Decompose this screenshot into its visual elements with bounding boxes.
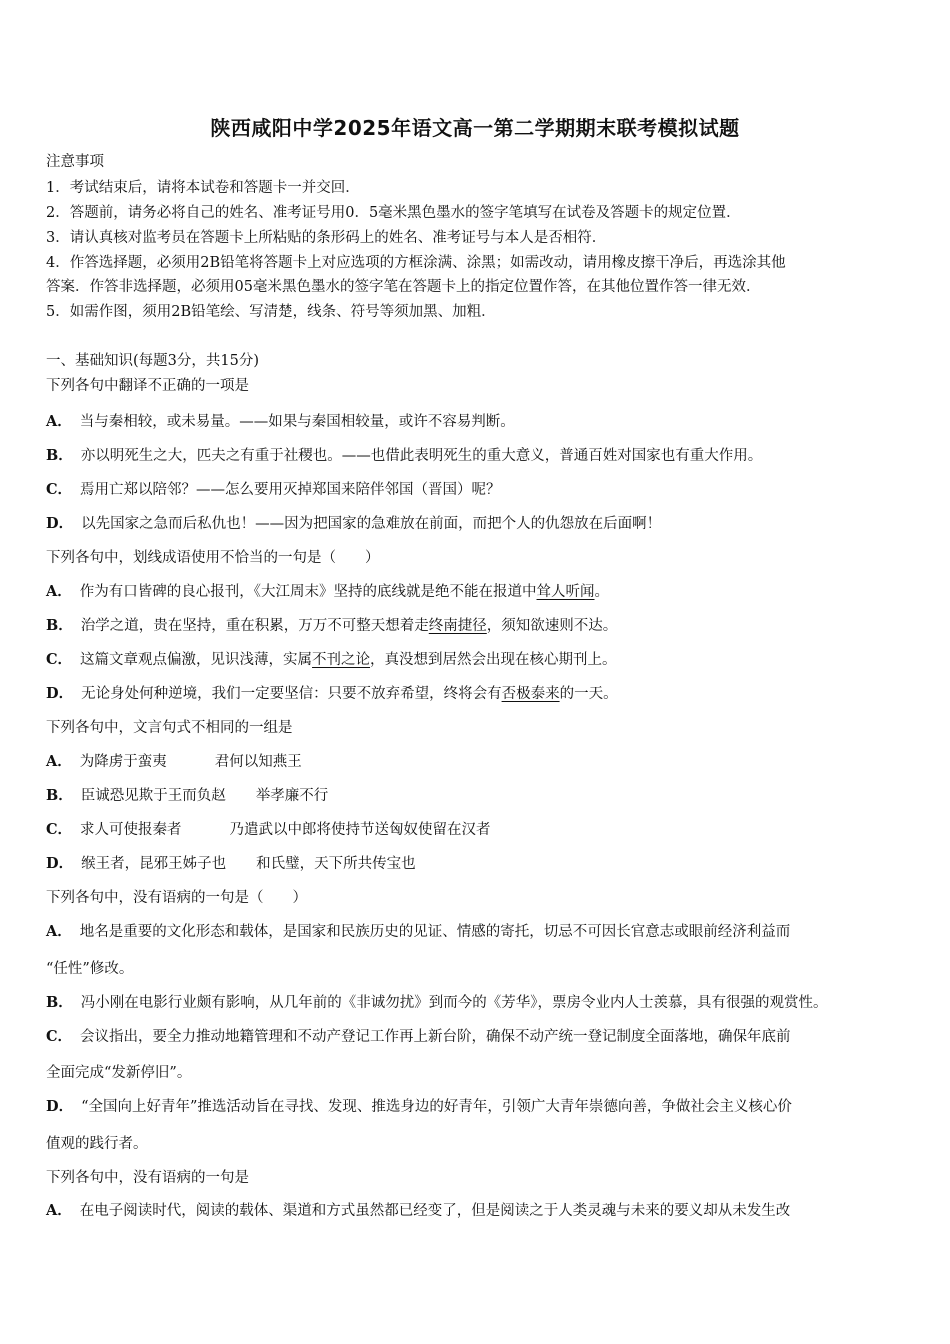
- option-b: B． 臣诚恐见欺于王而负赵 举孝廉不行: [46, 787, 329, 804]
- option-d: D． 缑王者，昆邪王姊子也 和氏璧，天下所共传宝也: [46, 855, 416, 872]
- option-b: B． 治学之道，贵在坚持，重在积累，万万不可整天想着走终南捷径，须知欲速则不达。: [46, 617, 618, 634]
- underlined-idiom: 终南捷径: [428, 618, 487, 634]
- notice-item: 3．请认真核对监考员在答题卡上所粘贴的条形码上的姓名、准考证号与本人是否相符．: [46, 230, 607, 246]
- notice-heading: 注意事项: [46, 154, 104, 170]
- section-heading: 一、基础知识(每题3分，共15分): [46, 353, 259, 369]
- underlined-idiom: 否极泰来: [501, 686, 560, 702]
- option-c: C． 焉用亡郑以陪邻？——怎么要用灭掉郑国来陪伴邻国（晋国）呢？: [46, 481, 501, 498]
- question-stem: 下列各句中，没有语病的一句是: [46, 1170, 249, 1186]
- notice-item: 5．如需作图，须用2B铅笔绘、写清楚，线条、符号等须加黑、加粗．: [46, 304, 496, 320]
- option-d-continued: 值观的践行者。: [46, 1136, 148, 1152]
- option-b: B． 冯小刚在电影行业颇有影响，从几年前的《非诚勿扰》到而今的《芳华》，票房令业内人士羡慕，具有很强的观赏性。: [46, 994, 828, 1011]
- question-stem: 下列各句中，没有语病的一句是（ ）: [46, 890, 307, 906]
- notice-item: 2．答题前，请务必将自己的姓名、准考证号用0．5毫米黑色墨水的签字笔填写在试卷及答题卡的规定位置．: [46, 205, 741, 221]
- option-a: A． 作为有口皆碑的良心报刊，《大江周末》坚持的底线就是绝不能在报道中耸人听闻。: [46, 583, 610, 600]
- option-d: D． “全国向上好青年”推选活动旨在寻找、发现、推选身边的好青年，引领广大青年崇德向善，争做社会主义核心价: [46, 1098, 792, 1115]
- question-stem: 下列各句中，文言句式不相同的一组是: [46, 720, 293, 736]
- option-d: D． 无论身处何种逆境，我们一定要坚信：只要不放弃希望，终将会有否极泰来的一天。: [46, 685, 618, 702]
- option-a: A． 地名是重要的文化形态和载体，是国家和民族历史的见证、情感的寄托，切忌不可因长官意志或眼前经济利益而: [46, 923, 791, 940]
- question-stem: 下列各句中，划线成语使用不恰当的一句是（ ）: [46, 550, 380, 566]
- question-stem: 下列各句中翻译不正确的一项是: [46, 378, 249, 394]
- option-a-continued: “任性”修改。: [46, 961, 134, 977]
- notice-item: 4．作答选择题，必须用2B铅笔将答题卡上对应选项的方框涂满、涂黑；如需改动，请用橡皮擦干净后，再选涂其他: [46, 255, 786, 271]
- option-d: D． 以先国家之急而后私仇也！——因为把国家的急难放在前面，而把个人的仇怨放在后面啊！: [46, 515, 662, 532]
- option-a: A． 为降虏于蛮夷 君何以知燕王: [46, 753, 302, 770]
- option-a: A． 在电子阅读时代，阅读的载体、渠道和方式虽然都已经变了，但是阅读之于人类灵魂与未来的要义却从未发生改: [46, 1202, 791, 1219]
- option-c-continued: 全面完成“发新停旧”。: [46, 1065, 192, 1081]
- option-c: C． 求人可使报秦者 乃遣武以中郎将使持节送匈奴使留在汉者: [46, 821, 491, 838]
- notice-item: 答案．作答非选择题，必须用05毫米黑色墨水的签字笔在答题卡上的指定位置作答，在其他位置作答一律无效．: [46, 279, 761, 295]
- option-a: A． 当与秦相较，或未易量。——如果与秦国相较量，或许不容易判断。: [46, 413, 515, 430]
- underlined-idiom: 不刊之论: [312, 652, 371, 668]
- option-c: C． 会议指出，要全力推动地籍管理和不动产登记工作再上新台阶，确保不动产统一登记制度全面落地，确保年底前: [46, 1028, 791, 1045]
- option-c: C． 这篇文章观点偏激，见识浅薄，实属不刊之论，真没想到居然会出现在核心期刊上。: [46, 651, 617, 668]
- page-title: 陕西咸阳中学2025年语文高一第二学期期末联考模拟试题: [210, 116, 740, 140]
- notice-item: 1．考试结束后，请将本试卷和答题卡一并交回．: [46, 180, 360, 196]
- underlined-idiom: 耸人听闻: [536, 584, 595, 600]
- option-b: B． 亦以明死生之大，匹夫之有重于社稷也。——也借此表明死生的重大意义，普通百姓对国家也有重大作用。: [46, 447, 763, 464]
